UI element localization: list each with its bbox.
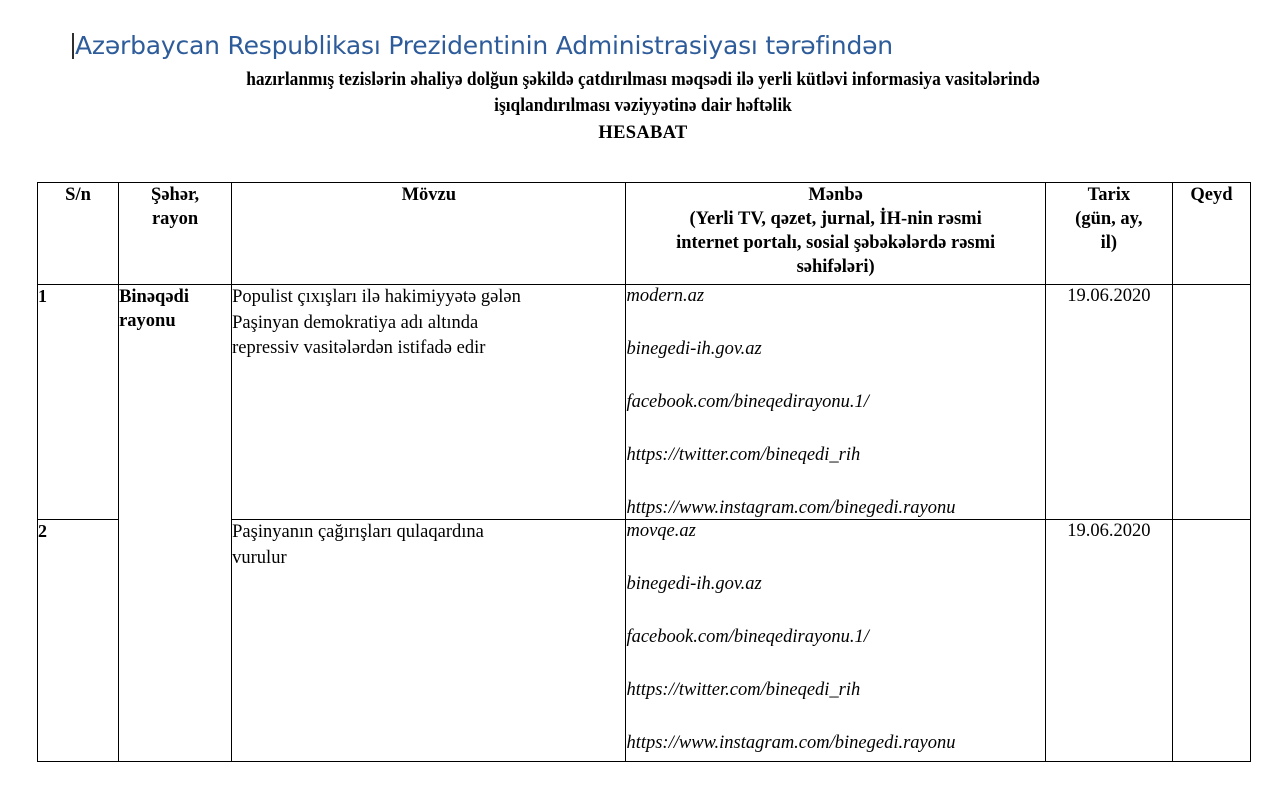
cell-topic-line: vurulur [232,547,287,568]
column-header-date-sub-1: (gün, ay, [1075,209,1143,229]
source-link[interactable]: https://twitter.com/bineqedi_rih [626,680,861,700]
text-caret [72,33,74,59]
report-table [37,182,1251,762]
cell-topic-line: Paşinyanın çağırışları qulaqardına [232,522,484,542]
cell-city-line-1: Binəqədi [119,287,189,307]
column-header-source-sub-3: səhifələri) [796,257,875,277]
cell-date: 19.06.2020 [1045,520,1172,762]
report-heading: HESABAT [598,123,688,143]
source-link[interactable]: modern.az [626,286,705,306]
cell-topic-line: repressiv vasitələrdən istifadə edir [232,338,486,358]
column-header-source-sub-2: internet portalı, sosial şəbəkələrdə rəsmi [676,233,996,253]
column-header-city-label-1: Şəhər, [151,185,200,205]
column-header-topic [232,183,626,285]
cell-topic-line: Paşinyan demokratiya adı altında [232,312,479,333]
cell-sn: 1 [38,285,119,520]
cell-topic-line: Populist çıxışları ilə hakimiyyətə gələn [232,287,521,307]
source-link[interactable]: binegedi-ih.gov.az [626,339,762,359]
cell-source [626,285,1045,520]
source-link[interactable]: facebook.com/bineqedirayonu.1/ [626,392,869,412]
table-row [38,285,1251,520]
column-header-date-sub-2: il) [1100,233,1118,253]
column-header-sn [38,183,119,285]
column-header-sn-label: S/n [65,185,91,205]
column-header-source [626,183,1045,285]
source-link[interactable]: movqe.az [626,521,696,541]
column-header-date [1045,183,1172,285]
subtitle-line-2: işıqlandırılması vəziyyətinə dair həftəlik [494,95,792,116]
source-link[interactable]: facebook.com/bineqedirayonu.1/ [626,627,869,647]
cell-topic [232,520,626,762]
page-title-text: Azərbaycan Respublikası Prezidentinin Administrasiyası tərəfindən [75,31,893,60]
subtitle-line-1: hazırlanmış tezislərin əhaliyə dolğun şəkildə çatdırılması məqsədi ilə yerli kütləvi informasiya vasitələrində [246,70,1040,90]
column-header-source-sub-1: (Yerli TV, qəzet, jurnal, İH-nin rəsmi [689,209,982,229]
cell-note [1172,285,1250,520]
document-subtitle [119,68,1166,119]
column-header-topic-label: Mövzu [401,185,457,205]
cell-city-merged [119,285,232,762]
report-table-container [37,182,1251,762]
column-header-note [1172,183,1250,285]
cell-date: 19.06.2020 [1045,285,1172,520]
source-link[interactable]: binegedi-ih.gov.az [626,574,762,594]
cell-city-line-2: rayonu [119,311,176,331]
page-title [72,31,1286,61]
column-header-city [119,183,232,285]
column-header-note-label: Qeyd [1190,185,1233,205]
column-header-date-label: Tarix [1087,185,1131,205]
source-link[interactable]: https://twitter.com/bineqedi_rih [626,445,861,465]
table-header-row [38,183,1251,285]
column-header-city-label-2: rayon [151,209,199,229]
cell-topic [232,285,626,520]
source-link[interactable]: https://www.instagram.com/binegedi.rayonu [626,498,956,518]
cell-source [626,520,1045,762]
document-heading [0,0,1286,147]
cell-sn: 2 [38,520,119,762]
cell-note [1172,520,1250,762]
source-link[interactable]: https://www.instagram.com/binegedi.rayonu [626,733,956,753]
column-header-source-label: Mənbə [808,185,863,205]
